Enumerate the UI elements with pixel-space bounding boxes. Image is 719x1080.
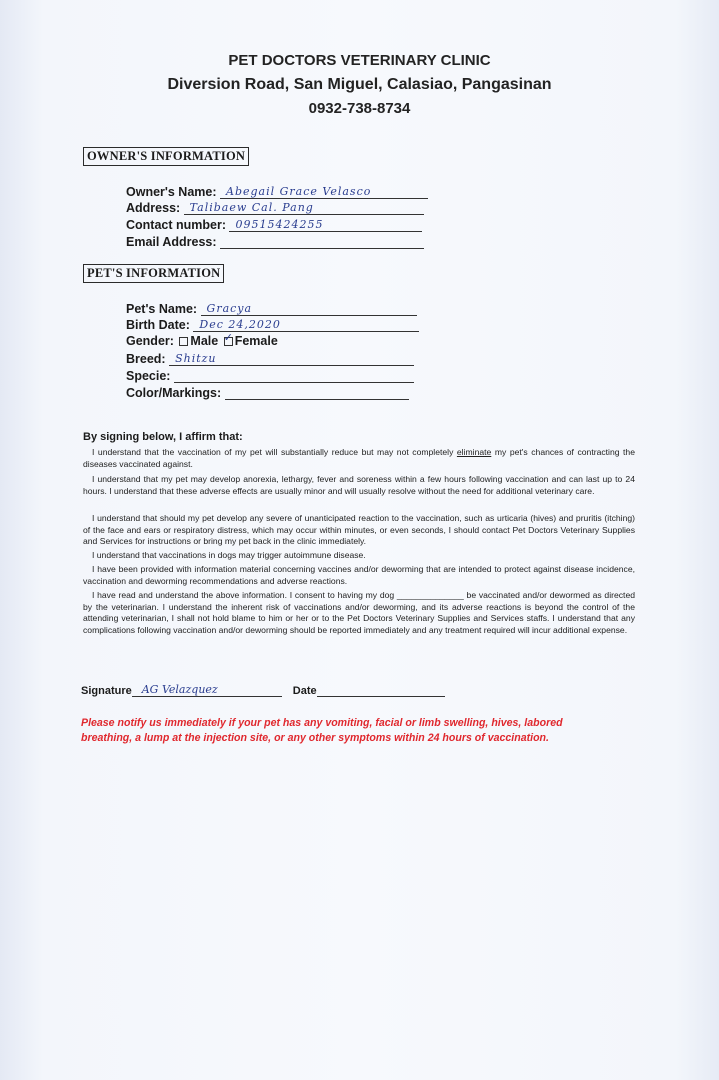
owner-email-field[interactable] bbox=[220, 234, 424, 249]
pet-birth-value: Dec 24,2020 bbox=[199, 318, 281, 331]
date-field[interactable] bbox=[317, 684, 445, 697]
signature-field[interactable] bbox=[132, 684, 282, 697]
pet-name-value: Gracya bbox=[206, 302, 253, 315]
affirm-paragraph-1 bbox=[83, 447, 635, 470]
owner-address-value: Talibaew Cal. Pang bbox=[189, 201, 314, 214]
affirm-paragraph-6: I have read and understand the above information. I consent to having my dog ______________ be vaccinated and/or dewormed as directed by the veterinarian. I understand the inherent risk of vaccinations and/or deworming, and its adverse reactions is beyond the control of the attending veterinarian, I shall not hold blame to him or her or to the Pet Doctors Veterinary Supplies and Services staffs. I understand that any complications following vaccination and/or deworming should be reported immediately and any treatment required will incur additional expense. bbox=[83, 590, 635, 635]
owner-address-label: Address: bbox=[126, 201, 181, 215]
owner-name-label: Owner's Name: bbox=[126, 185, 217, 199]
owner-contact-label: Contact number: bbox=[126, 218, 226, 232]
gender-male-checkbox[interactable] bbox=[179, 337, 188, 346]
owner-section-title: OWNER'S INFORMATION bbox=[83, 147, 249, 166]
pet-breed-field[interactable] bbox=[169, 351, 414, 366]
affirm-paragraph-3: I understand that should my pet develop any severe of unanticipated reaction to the vaccination, such as urticaria (hives) and pruritis (itching) of the face and ears or respiratory distress, which may occur within minutes, or even seconds, I should contact Pet Doctors Veterinary Supplies and Services for instructions or bring my pet back in the clinic immediately. bbox=[83, 513, 635, 546]
clinic-address: Diversion Road, San Miguel, Calasiao, Pangasinan bbox=[167, 76, 552, 93]
affirm-paragraph-5: I have been provided with information material concerning vaccines and/or deworming that are intended to protect against disease incidence, vaccination and deworming recommendations and adverse reactions. bbox=[83, 564, 635, 586]
pet-gender-label: Gender: bbox=[126, 334, 174, 348]
pet-birth-row bbox=[126, 317, 419, 332]
affirm-paragraph-4: I understand that vaccinations in dogs may trigger autoimmune disease. bbox=[92, 550, 366, 560]
pet-breed-value: Shitzu bbox=[175, 352, 217, 365]
pet-color-label: Color/Markings: bbox=[126, 386, 222, 400]
clinic-phone: 0932-738-8734 bbox=[308, 100, 411, 117]
owner-contact-row bbox=[126, 217, 422, 232]
gender-male-label: Male bbox=[190, 334, 219, 348]
affirm-paragraph-2: I understand that my pet may develop anorexia, lethargy, fever and soreness within a few hours following vaccination and can last up to 24 hours. I understand that these adverse effects are usually minor and will usually resolve without the need for additional veterinary care. bbox=[83, 474, 635, 496]
pet-name-label: Pet's Name: bbox=[126, 302, 198, 316]
owner-contact-field[interactable] bbox=[229, 217, 422, 232]
signature-value: AG Velazquez bbox=[141, 683, 218, 696]
affirm-title: By signing below, I affirm that: bbox=[83, 431, 243, 443]
pet-name-field[interactable] bbox=[201, 301, 417, 316]
affirm-p1-end: my pet's chances of contracting the diseases vaccinated against. bbox=[83, 447, 635, 469]
owner-name-row bbox=[126, 184, 428, 199]
signature-label: Signature bbox=[81, 685, 132, 697]
owner-name-value: Abegail Grace Velasco bbox=[226, 185, 372, 198]
pet-color-row bbox=[126, 385, 409, 400]
date-label: Date bbox=[292, 685, 317, 697]
owner-address-row bbox=[126, 200, 424, 215]
pet-breed-label: Breed: bbox=[126, 352, 166, 366]
pet-name-row bbox=[126, 301, 417, 316]
pet-specie-field[interactable] bbox=[174, 368, 414, 383]
pet-section-title: PET'S INFORMATION bbox=[83, 264, 224, 283]
owner-email-row bbox=[126, 234, 424, 249]
pet-birth-label: Birth Date: bbox=[126, 318, 190, 332]
affirm-p1-underlined: eliminate bbox=[456, 447, 492, 457]
owner-address-field[interactable] bbox=[184, 200, 424, 215]
gender-female-label: Female bbox=[234, 334, 278, 348]
pet-breed-row bbox=[126, 351, 414, 366]
gender-female-checkbox[interactable] bbox=[223, 332, 233, 346]
pet-color-field[interactable] bbox=[225, 385, 409, 400]
owner-contact-value: 09515424255 bbox=[235, 218, 324, 231]
affirm-p1-start: I understand that the vaccination of my pet will substantially reduce but may not completely bbox=[92, 447, 457, 457]
gender-female-checkmark: ✓ bbox=[223, 332, 233, 345]
clinic-name: PET DOCTORS VETERINARY CLINIC bbox=[228, 52, 491, 69]
owner-email-label: Email Address: bbox=[126, 235, 217, 249]
pet-birth-field[interactable] bbox=[193, 317, 419, 332]
owner-name-field[interactable] bbox=[220, 184, 428, 199]
pet-specie-row bbox=[126, 368, 414, 383]
pet-specie-label: Specie: bbox=[126, 369, 171, 383]
notice-text: Please notify us immediately if your pet has any vomiting, facial or limb swelling, hives, labored breathing, a lump at the injection site, or any other symptoms within 24 hours of vaccination. bbox=[81, 717, 563, 744]
pet-gender-row bbox=[126, 334, 278, 348]
signature-row bbox=[81, 684, 445, 697]
